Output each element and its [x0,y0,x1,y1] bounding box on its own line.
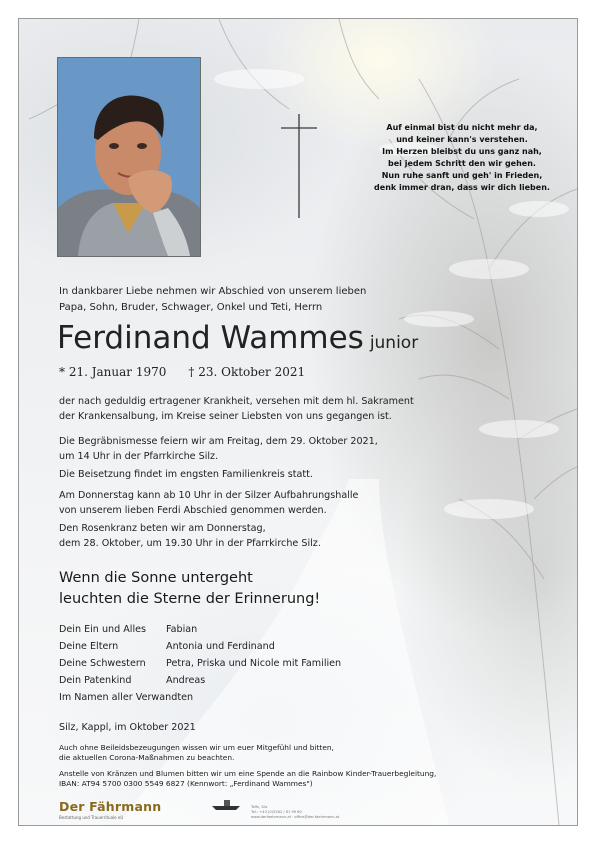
contact-info [251,805,339,820]
mourner-row [59,621,341,638]
logo-tagline: Bestattung und Trauerrituale eU [59,815,124,820]
logo-name: Der Fährmann [59,799,162,814]
intro-line: In dankbarer Liebe nehmen wir Abschied von unserem lieben [59,286,367,297]
intro-text [59,284,366,316]
paragraph-rosary [59,521,321,551]
paragraph-line: Am Donnerstag kann ab 10 Uhr in der Silzer Aufbahrungshalle [59,490,359,501]
mourner-row [59,689,341,706]
paragraph-line: der nach geduldig ertragener Krankheit, versehen mit dem hl. Sakrament [59,396,414,407]
mourner-relation: Dein Ein und Alles [59,624,147,635]
mourner-relation: Deine Eltern [59,641,119,652]
deceased-name [57,318,418,363]
poem-line: Nun ruhe sanft und geh' in Frieden, [381,171,543,180]
contact-line: Tel.: +43 (0)5262 / 61 99 60 [251,810,302,814]
contact-line: Telfs, Silz [251,805,268,809]
quote-line: Wenn die Sonne untergeht [59,570,253,586]
mourner-names: Antonia und Ferdinand [166,641,275,652]
obituary-card [18,18,578,826]
mourner-names: Petra, Priska und Nicole mit Familien [166,658,342,669]
poem-line: denk immer dran, dass wir dich lieben. [374,183,550,192]
life-dates [59,364,305,380]
mourner-row [59,672,341,689]
paragraph-line: Die Begräbnismesse feiern wir am Freitag, dem 29. Oktober 2021, [59,436,378,447]
quote-line: leuchten die Sterne der Erinnerung! [59,591,321,607]
funeral-home-logo [59,799,161,820]
note-line: Anstelle von Kränzen und Blumen bitten wir um eine Spende an die Rainbow Kinder-Trauerbegleitung, [59,769,437,778]
mourner-row [59,655,341,672]
paragraph-line: um 14 Uhr in der Pfarrkirche Silz. [59,451,219,462]
memorial-quote [59,568,320,610]
paragraph-line: Den Rosenkranz beten wir am Donnerstag, [59,523,266,534]
paragraph-line: Die Beisetzung findet im engsten Familienkreis statt. [59,469,313,480]
poem-line: bei jedem Schritt den wir gehen. [388,159,536,168]
note-line: die aktuellen Corona-Maßnahmen zu beachten. [59,753,235,762]
note-line: Auch ohne Beileidsbezeugungen wissen wir um euer Mitgefühl und bitten, [59,743,334,752]
mourner-row [59,638,341,655]
death-date: † 23. Oktober 2021 [188,365,306,379]
paragraph-illness [59,394,414,424]
poem-line: und keiner kann's verstehen. [396,135,528,144]
paragraph-viewing [59,488,358,518]
note-line: IBAN: AT94 5700 0300 5549 6827 (Kennwort: „Ferdinand Wammes") [59,779,313,788]
paragraph-line: dem 28. Oktober, um 19.30 Uhr in der Pfarrkirche Silz. [59,538,321,549]
cross-icon [281,114,317,218]
mourner-relation: Deine Schwestern [59,658,146,669]
paragraph-line: von unserem lieben Ferdi Abschied genommen werden. [59,505,327,516]
paragraph-line: der Krankensalbung, im Kreise seiner Liebsten von uns gegangen ist. [59,411,392,422]
name-suffix: junior [369,333,419,353]
mourner-relation: Dein Patenkind [59,675,132,686]
paragraph-burial [59,467,313,482]
notes [59,743,436,789]
birth-date: * 21. Januar 1970 [59,365,167,379]
poem [369,122,555,194]
contact-line: www.derfaehrmann.at · office@der-faehrmann.at [251,815,340,819]
mourner-names: Andreas [166,675,206,686]
portrait-photo [57,57,201,257]
poem-line: Im Herzen bleibst du uns ganz nah, [382,147,542,156]
boat-icon [211,799,241,811]
paragraph-funeral-mass [59,434,378,464]
mourner-names: Fabian [166,624,198,635]
mourners-list [59,621,341,706]
name-text: Ferdinand Wammes [57,320,364,356]
mourner-relation: Im Namen aller Verwandten [59,692,194,703]
intro-line: Papa, Sohn, Bruder, Schwager, Onkel und Teti, Herrn [59,302,323,313]
place-date: Silz, Kappl, im Oktober 2021 [59,722,196,733]
poem-line: Auf einmal bist du nicht mehr da, [386,123,538,132]
